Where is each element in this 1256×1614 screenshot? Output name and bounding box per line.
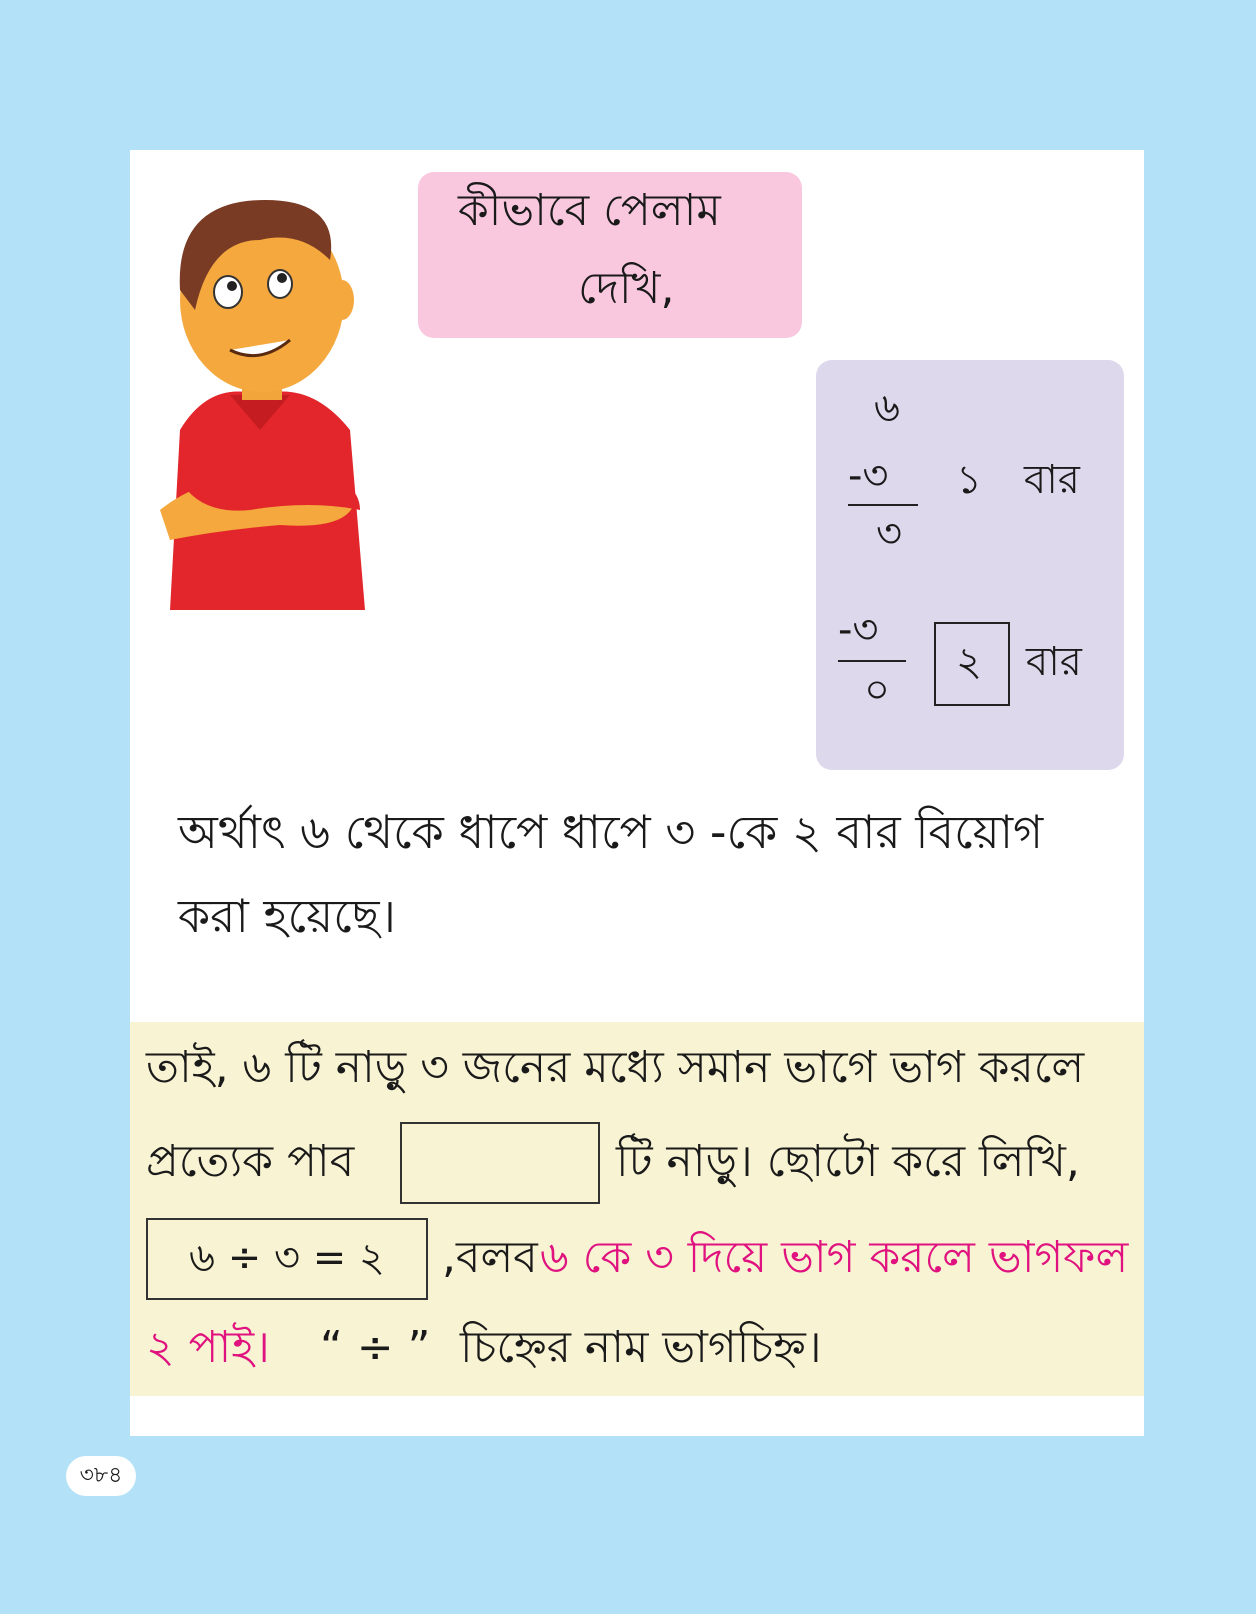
step1-subtract: -৩ xyxy=(848,453,889,499)
answer-box[interactable] xyxy=(400,1122,600,1204)
step2-count: ২ xyxy=(956,639,983,685)
summary-line-1: তাই, ৬ টি নাড়ু ৩ জনের মধ্যে সমান ভাগে ভাগ করলে xyxy=(146,1042,1085,1093)
division-equation-box xyxy=(146,1218,428,1300)
summary-line-3-prefix: ,বলব xyxy=(442,1232,538,1283)
summary-line-2-start: প্রত্যেক পাব xyxy=(146,1136,355,1187)
division-symbol: “ ÷ ” xyxy=(320,1322,431,1373)
step2-result: ০ xyxy=(864,667,891,713)
subtraction-steps-panel xyxy=(816,360,1124,770)
explanation-line-1: অর্থাৎ ৬ থেকে ধাপে ধাপে ৩ -কে ২ বার বিয়োগ xyxy=(178,805,1044,859)
page-number xyxy=(66,1456,136,1496)
step1-word: বার xyxy=(1024,457,1080,503)
speech-bubble xyxy=(418,172,802,338)
bubble-line-2: দেখি, xyxy=(578,263,675,314)
start-number: ৬ xyxy=(874,385,901,431)
explanation-line-2: করা হয়েছে। xyxy=(178,889,397,943)
textbook-page xyxy=(130,150,1144,1436)
step2-subtract: -৩ xyxy=(838,607,879,653)
bubble-line-1: কীভাবে পেলাম xyxy=(458,185,721,236)
explanation-text xyxy=(178,790,1118,958)
boy-illustration xyxy=(150,180,380,610)
step2-line xyxy=(838,660,906,662)
summary-line-2-end: টি নাড়ু। ছোটো করে লিখি, xyxy=(616,1136,1080,1187)
division-equation: ৬ ÷ ৩ = ২ xyxy=(189,1234,385,1281)
summary-line-4-highlight: ২ পাই। xyxy=(146,1322,270,1373)
step2-word: বার xyxy=(1026,639,1082,685)
step1-line xyxy=(848,504,918,506)
summary-line-4-rest: চিহ্নের নাম ভাগচিহ্ন। xyxy=(460,1322,822,1373)
step1-result: ৩ xyxy=(876,511,903,557)
summary-panel xyxy=(130,1022,1144,1396)
summary-line-3-highlight: ৬ কে ৩ দিয়ে ভাগ করলে ভাগফল xyxy=(540,1232,1129,1283)
step1-count: ১ xyxy=(956,457,982,503)
page-number-text: ৩৮৪ xyxy=(79,1462,123,1488)
